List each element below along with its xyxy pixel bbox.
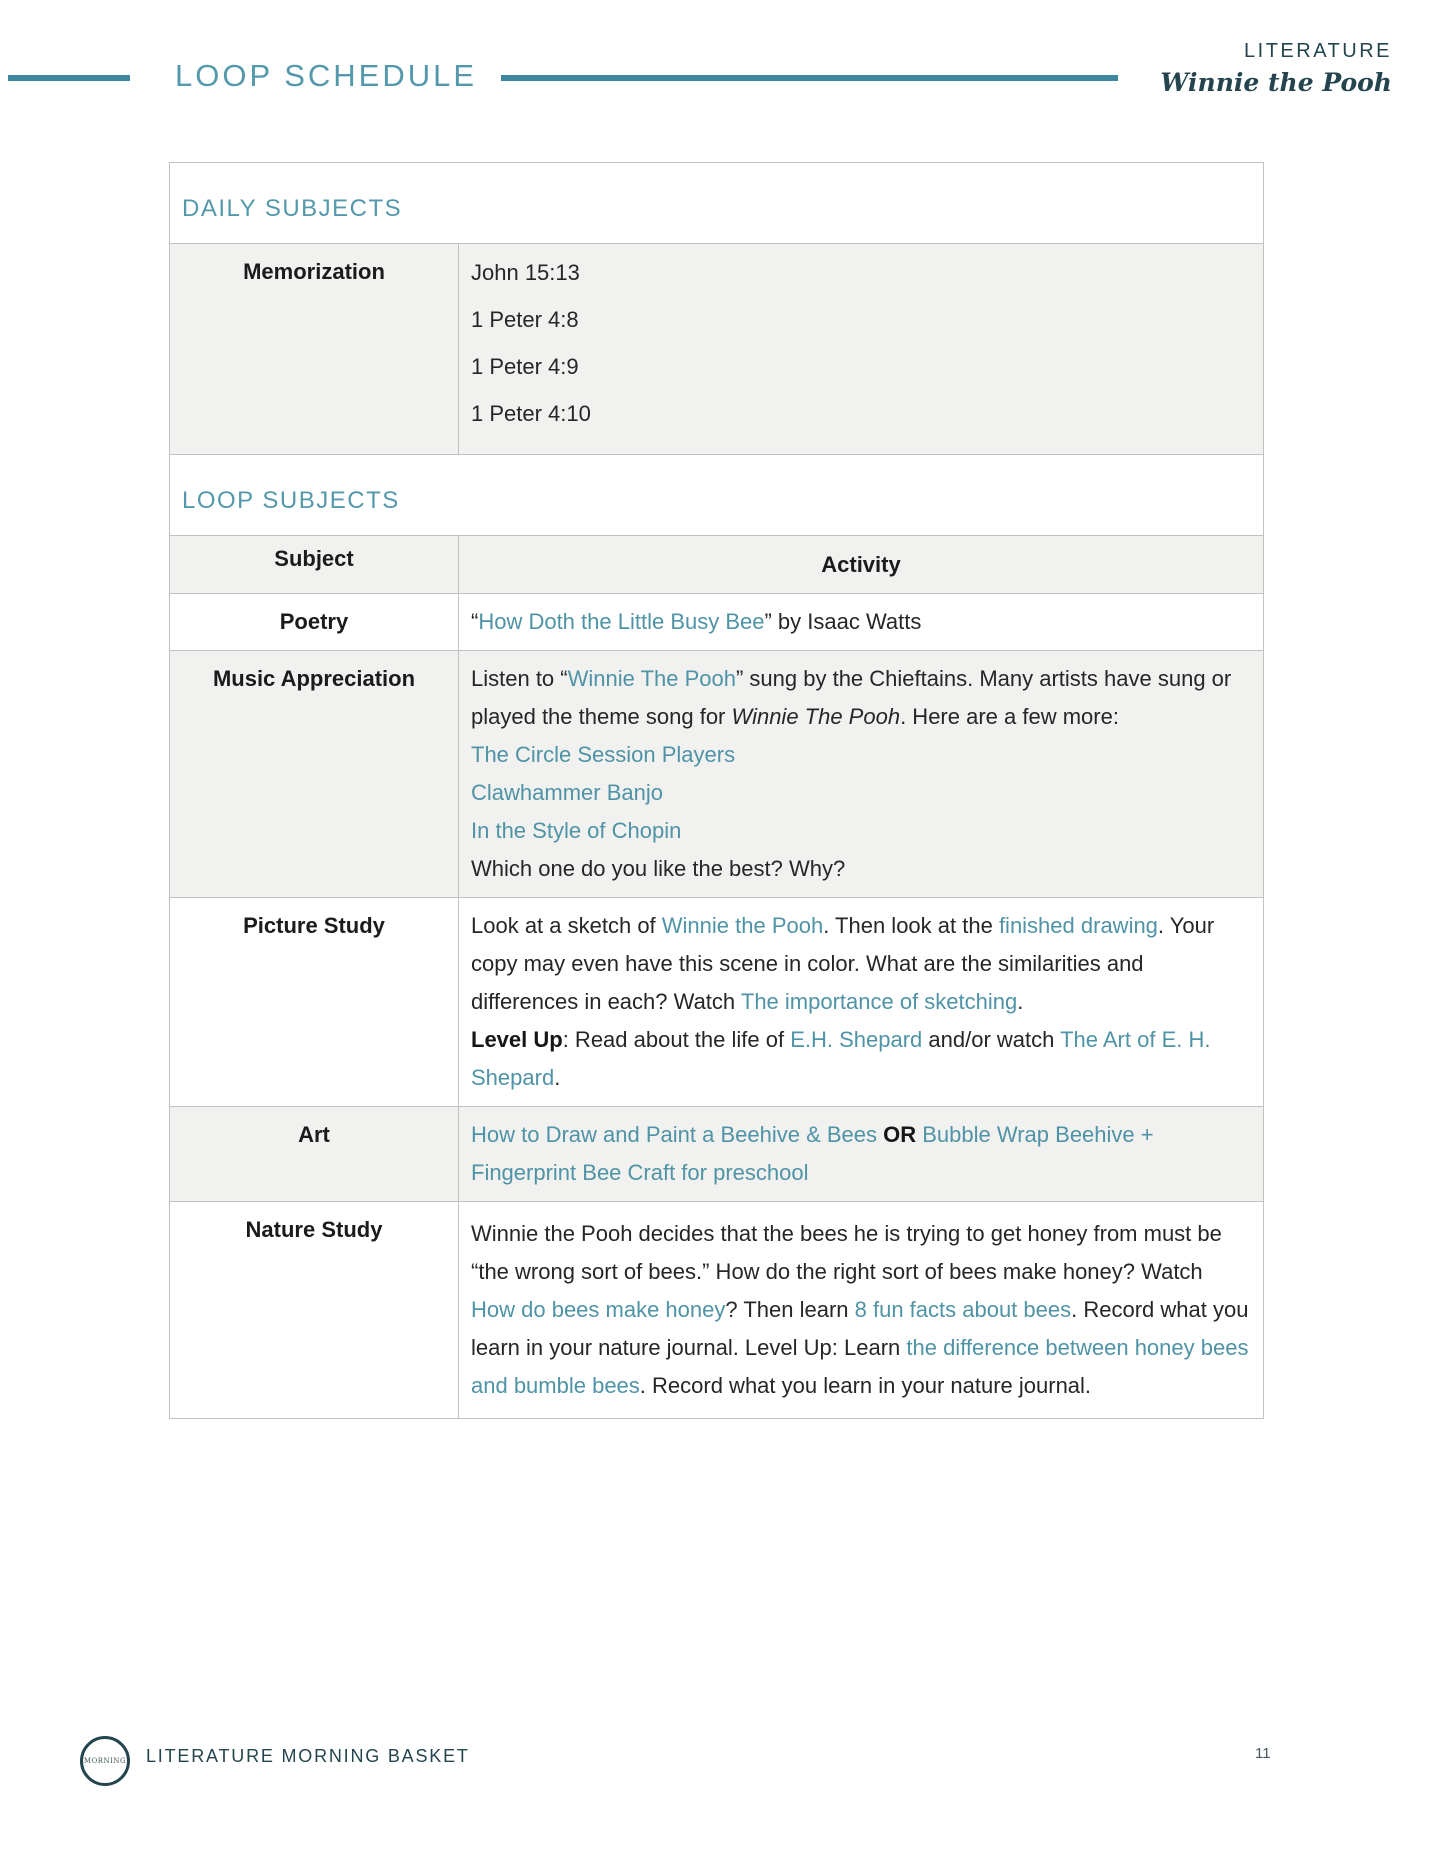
- activity-link[interactable]: 8 fun facts about bees: [854, 1297, 1072, 1322]
- text-segment: ” sung by the Chieftains. Many artists have sung or played the theme song for: [471, 666, 1232, 729]
- activity-link[interactable]: In the Style of Chopin: [471, 818, 682, 843]
- text-segment: Winnie the Pooh decides that the bees he is trying to get honey from must be “the wrong sort of bees.” How do the right sort of bees make honey? Watch: [471, 1221, 1222, 1284]
- header-rule-right: [501, 75, 1118, 81]
- text-segment: Which one do you like the best? Why?: [471, 856, 846, 881]
- activity-cell: [459, 651, 1263, 897]
- subject-label: Memorization: [170, 244, 459, 454]
- daily-subjects-heading: DAILY SUBJECTS: [182, 195, 403, 222]
- subject-label: Picture Study: [170, 898, 459, 1106]
- header-rule-left: [8, 75, 130, 81]
- subject-label: Nature Study: [170, 1202, 459, 1418]
- activity-link[interactable]: How do bees make honey: [471, 1297, 726, 1322]
- text-segment: 1 Peter 4:10: [471, 401, 591, 426]
- table-row: [170, 898, 1263, 1107]
- text-segment: John 15:13: [471, 260, 580, 285]
- footer-brand-label: LITERATURE MORNING BASKET: [146, 1746, 470, 1766]
- activity-link[interactable]: How to Draw and Paint a Beehive & Bees: [471, 1122, 884, 1147]
- table-row: [170, 244, 1263, 455]
- text-segment: OR: [883, 1122, 917, 1147]
- subject-label: Art: [170, 1107, 459, 1201]
- activity-link[interactable]: The Circle Session Players: [471, 742, 736, 767]
- daily-rows-container: [170, 244, 1263, 455]
- subject-label: Poetry: [170, 594, 459, 650]
- text-segment: . Record what you learn in your nature journal. Level Up: Learn: [471, 1297, 1249, 1360]
- text-segment: . Here are a few more:: [900, 704, 1119, 729]
- activity-cell: [459, 898, 1263, 1106]
- activity-link[interactable]: Winnie the Pooh: [661, 913, 824, 938]
- text-segment: : Read about the life of: [562, 1027, 791, 1052]
- schedule-table: [169, 162, 1264, 1419]
- text-segment: Look at a sketch of: [471, 913, 662, 938]
- activity-link[interactable]: E.H. Shepard: [790, 1027, 923, 1052]
- text-segment: Listen to “: [471, 666, 568, 691]
- daily-subjects-section-row: [170, 163, 1263, 244]
- text-segment: . Then look at the: [823, 913, 999, 938]
- text-segment: Winnie The Pooh: [731, 704, 901, 729]
- text-segment: “: [471, 609, 479, 634]
- page-header: [0, 0, 1445, 120]
- loop-rows-container: [170, 594, 1263, 1419]
- activity-cell: [459, 244, 1263, 454]
- brand-subject-label: LITERATURE: [1244, 40, 1392, 62]
- activity-link[interactable]: finished drawing: [998, 913, 1158, 938]
- activity-link[interactable]: Winnie The Pooh: [567, 666, 736, 691]
- activity-link[interactable]: The importance of sketching: [740, 989, 1018, 1014]
- subject-label: Music Appreciation: [170, 651, 459, 897]
- page-number: 11: [1255, 1745, 1271, 1762]
- text-segment: ? Then learn: [725, 1297, 855, 1322]
- activity-link[interactable]: The Art of E. H. Shepard: [471, 1027, 1211, 1090]
- page-footer: [0, 1730, 1445, 1830]
- activity-cell: [459, 594, 1263, 650]
- text-segment: 1 Peter 4:8: [471, 307, 579, 332]
- table-row: [170, 1107, 1263, 1202]
- table-row: [170, 1202, 1263, 1419]
- morning-basket-logo-text: MORNING: [83, 1756, 127, 1765]
- column-header-row: [170, 536, 1263, 594]
- loop-subjects-section-row: [170, 455, 1263, 536]
- brand-book-title: Winnie the Pooh: [1160, 68, 1392, 97]
- text-segment: 1 Peter 4:9: [471, 354, 579, 379]
- page-title: LOOP SCHEDULE: [175, 58, 478, 93]
- morning-basket-logo: [80, 1736, 130, 1786]
- text-segment: .: [554, 1065, 561, 1090]
- brand-block: [1160, 40, 1392, 97]
- activity-cell: [459, 1202, 1263, 1418]
- text-segment: and/or watch: [922, 1027, 1061, 1052]
- activity-link[interactable]: How Doth the Little Busy Bee: [478, 609, 765, 634]
- table-row: [170, 651, 1263, 898]
- activity-link[interactable]: Clawhammer Banjo: [471, 780, 663, 805]
- text-segment: Level Up: [471, 1027, 563, 1052]
- table-row: [170, 594, 1263, 651]
- activity-cell: [459, 1107, 1263, 1201]
- activity-link[interactable]: Bubble Wrap Beehive + Fingerprint Bee Craft for preschool: [471, 1122, 1154, 1185]
- subject-column-header: Subject: [170, 536, 459, 593]
- text-segment: .: [1017, 989, 1024, 1014]
- loop-subjects-heading: LOOP SUBJECTS: [182, 487, 400, 514]
- text-segment: . Record what you learn in your nature journal.: [639, 1373, 1092, 1398]
- activity-link[interactable]: the difference between honey bees and bumble bees: [471, 1335, 1249, 1398]
- text-segment: . Your copy may even have this scene in color. What are the similarities and differences in each? Watch: [471, 913, 1215, 1014]
- text-segment: ” by Isaac Watts: [764, 609, 922, 634]
- activity-column-header: Activity: [821, 552, 901, 577]
